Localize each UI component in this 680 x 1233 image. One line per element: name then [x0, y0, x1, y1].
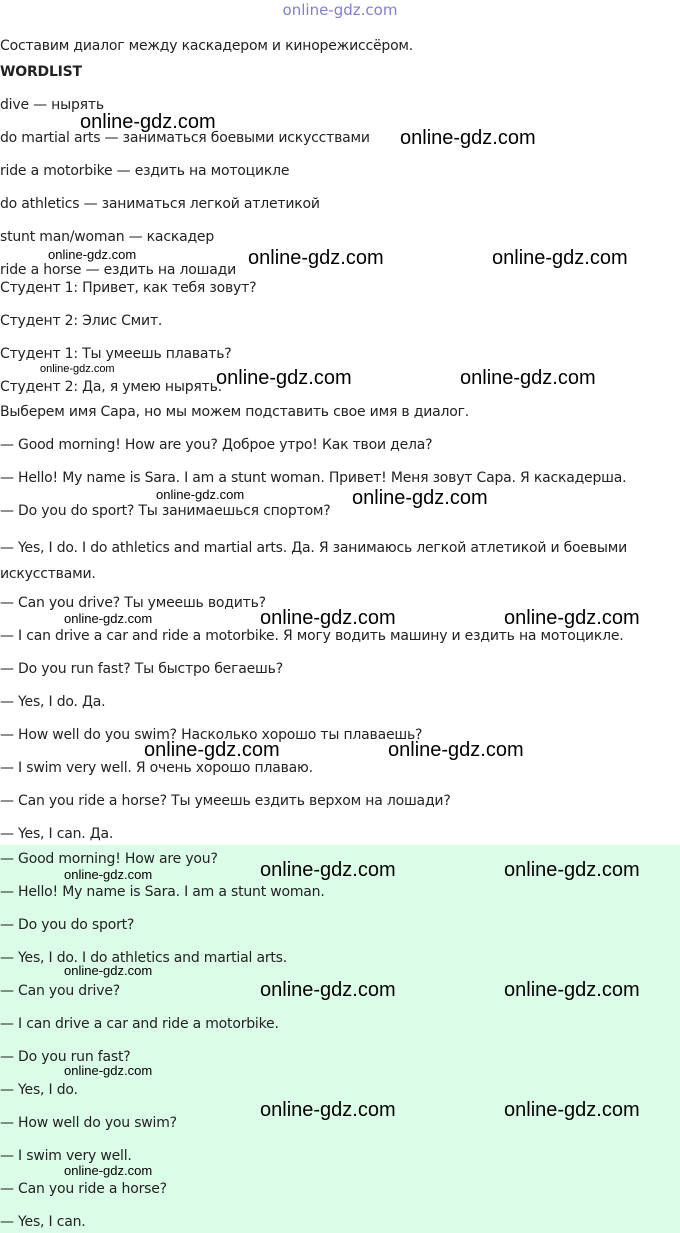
answer-line: — Can you ride a horse?: [0, 1181, 167, 1197]
wordlist-item: ride a horse — ездить на лошади: [0, 262, 236, 278]
answer-line: — Good morning! How are you?: [0, 851, 218, 867]
example-line: Студент 2: Элис Смит.: [0, 313, 163, 329]
watermark: online-gdz.com: [260, 859, 396, 881]
dialog-line: — I swim very well. Я очень хорошо плаваю.: [0, 760, 313, 776]
wordlist-item: ride a motorbike — ездить на мотоцикле: [0, 163, 290, 179]
dialog-line: — How well do you swim? Насколько хорошо ты плаваешь?: [0, 727, 423, 743]
answer-line: — Hello! My name is Sara. I am a stunt woman.: [0, 884, 325, 900]
note-text: Выберем имя Сара, но мы можем подставить свое имя в диалог.: [0, 404, 469, 420]
watermark: online-gdz.com: [64, 963, 153, 978]
watermark: online-gdz.com: [400, 127, 536, 149]
watermark: online-gdz.com: [64, 1063, 153, 1078]
dialog-line: — Hello! My name is Sara. I am a stunt woman. Привет! Меня зовут Сара. Я каскадерша.: [0, 470, 627, 486]
watermark: online-gdz.com: [504, 1099, 640, 1121]
watermark: online-gdz.com: [64, 611, 153, 626]
example-line: Студент 2: Да, я умею нырять.: [0, 379, 222, 395]
dialog-line: — I can drive a car and ride a motorbike. Я могу водить машину и ездить на мотоцикле.: [0, 628, 624, 644]
watermark: online-gdz.com: [460, 367, 596, 389]
wordlist-item: do martial arts — заниматься боевыми искусствами: [0, 130, 370, 146]
watermark: online-gdz.com: [64, 1163, 153, 1178]
example-line: Студент 1: Привет, как тебя зовут?: [0, 280, 257, 296]
watermark: online-gdz.com: [48, 247, 137, 262]
dialog-line: — Can you ride a horse? Ты умеешь ездить верхом на лошади?: [0, 793, 451, 809]
answer-line: — I can drive a car and ride a motorbike.: [0, 1016, 279, 1032]
watermark: online-gdz.com: [40, 363, 115, 375]
watermark: online-gdz.com: [492, 247, 628, 269]
watermark: online-gdz.com: [64, 867, 153, 882]
watermark: online-gdz.com: [260, 979, 396, 1001]
watermark: online-gdz.com: [352, 487, 488, 509]
dialog-line: — Do you run fast? Ты быстро бегаешь?: [0, 661, 283, 677]
watermark: online-gdz.com: [388, 739, 524, 761]
answer-line: — Yes, I do.: [0, 1082, 78, 1098]
intro-text: Составим диалог между каскадером и кинорежиссёром.: [0, 38, 414, 54]
wordlist-item: stunt man/woman — каскадер: [0, 229, 215, 245]
watermark: online-gdz.com: [504, 979, 640, 1001]
example-line: Студент 1: Ты умеешь плавать?: [0, 346, 232, 362]
watermark: online-gdz.com: [504, 859, 640, 881]
dialog-line: — Yes, I do. Да.: [0, 694, 106, 710]
wordlist-item: dive — нырять: [0, 97, 104, 113]
watermark: online-gdz.com: [260, 1099, 396, 1121]
answer-line: — Yes, I can.: [0, 1214, 86, 1230]
answer-line: — Can you drive?: [0, 983, 120, 999]
answer-line: — How well do you swim?: [0, 1115, 177, 1131]
answer-line: — Do you do sport?: [0, 917, 135, 933]
watermark: online-gdz.com: [156, 487, 245, 502]
dialog-line: — Can you drive? Ты умеешь водить?: [0, 595, 266, 611]
watermark: online-gdz.com: [504, 607, 640, 629]
site-watermark-top: online-gdz.com: [282, 1, 398, 19]
wordlist-title: WORDLIST: [0, 64, 82, 80]
watermark: online-gdz.com: [144, 739, 280, 761]
answer-line: — Yes, I do. I do athletics and martial arts.: [0, 950, 288, 966]
answer-line: — I swim very well.: [0, 1148, 132, 1164]
dialog-line: — Yes, I do. I do athletics and martial arts. Да. Я занимаюсь легкой атлетикой и боевыми искусствами.: [0, 540, 627, 582]
answer-line: — Do you run fast?: [0, 1049, 131, 1065]
watermark: online-gdz.com: [248, 247, 384, 269]
dialog-line: — Yes, I can. Да.: [0, 826, 114, 842]
wordlist-item: do athletics — заниматься легкой атлетикой: [0, 196, 320, 212]
watermark: online-gdz.com: [260, 607, 396, 629]
watermark: online-gdz.com: [216, 367, 352, 389]
dialog-line: — Do you do sport? Ты занимаешься спортом?: [0, 503, 331, 519]
watermark: online-gdz.com: [80, 111, 216, 133]
dialog-line: — Good morning! How are you? Доброе утро! Как твои дела?: [0, 437, 433, 453]
